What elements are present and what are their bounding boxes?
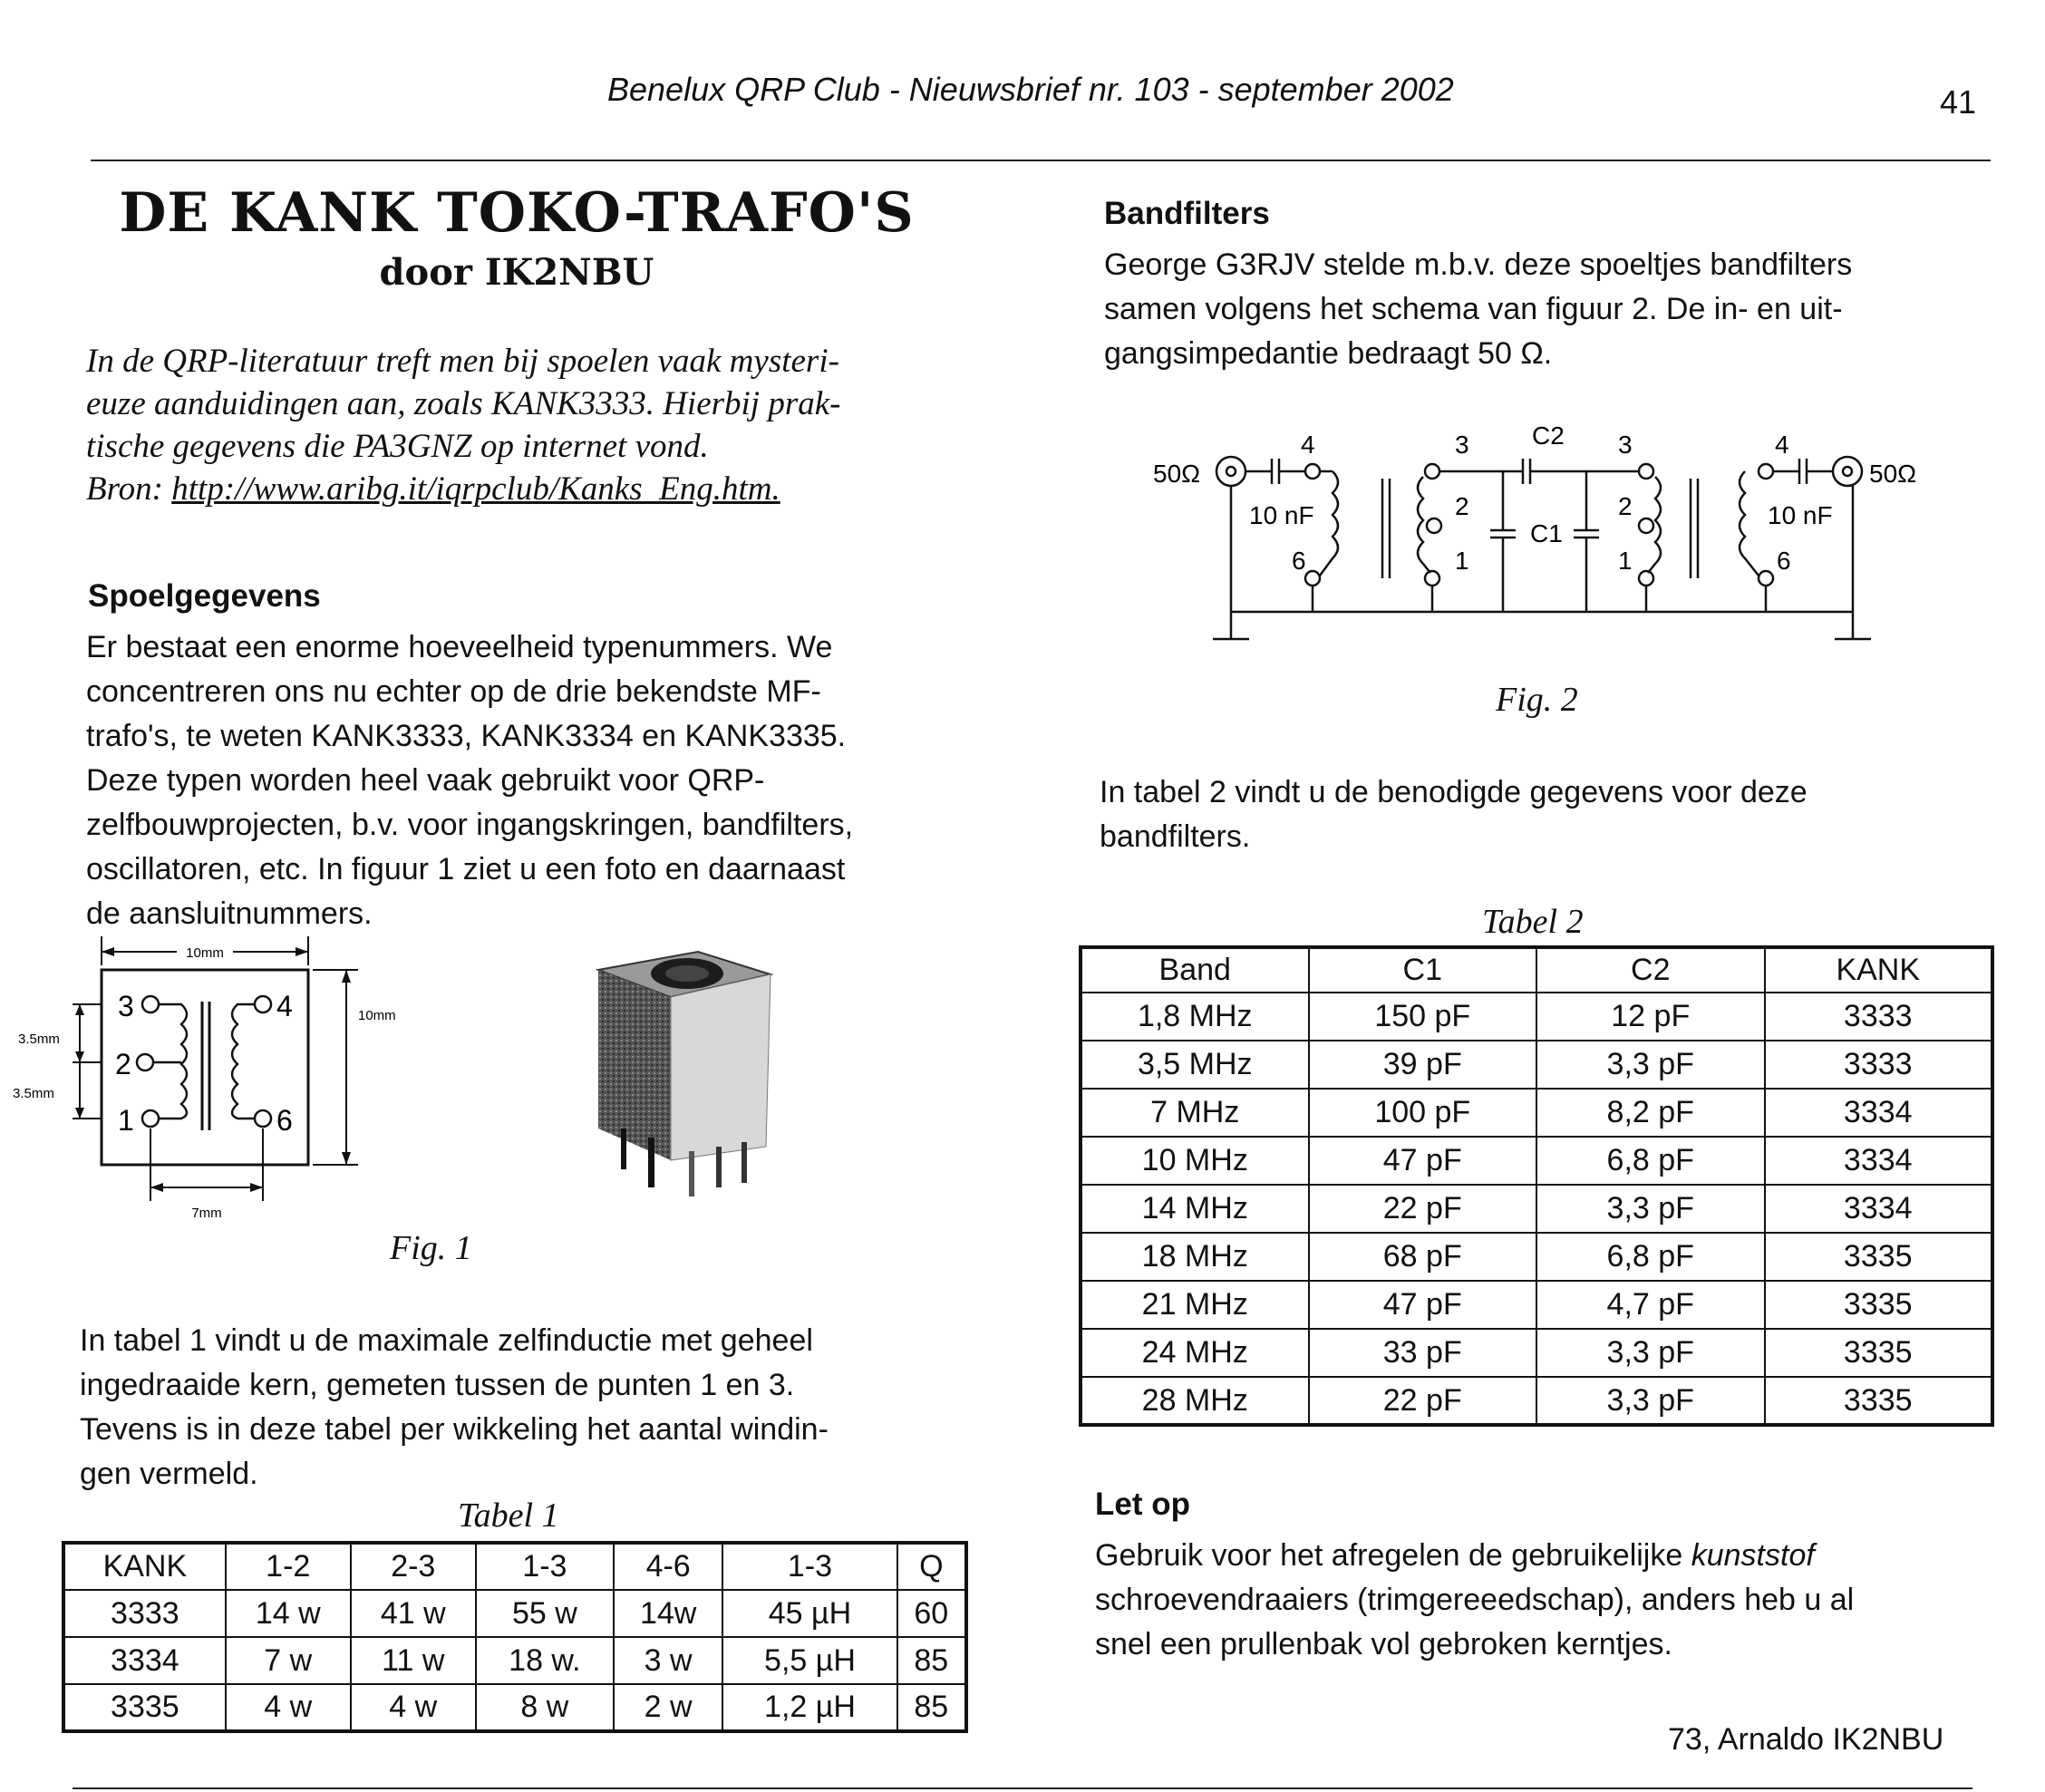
left-cap-label: 10 nF <box>1249 501 1314 529</box>
table-row <box>1081 1329 1992 1377</box>
table-row <box>63 1684 966 1731</box>
table-row <box>1081 1377 1992 1425</box>
pin-4-label: 4 <box>276 990 293 1022</box>
table-cell: 55 w <box>476 1590 614 1637</box>
bandfilters-heading: Bandfilters <box>1104 196 1270 231</box>
newsletter-title: Benelux QRP Club - Nieuwsbrief nr. 103 - september 2002 <box>607 71 1454 108</box>
fig2-pin3-right: 3 <box>1618 431 1633 459</box>
tabel2-caption: Tabel 2 <box>1482 903 1584 941</box>
table-cell: 10 MHz <box>1081 1137 1309 1185</box>
table-cell: 3335 <box>1765 1329 1993 1377</box>
table-cell: 85 <box>897 1637 966 1684</box>
spoel-heading: Spoelgegevens <box>88 578 321 614</box>
table-cell: 3,3 pF <box>1536 1377 1765 1425</box>
intro-line: euze aanduidingen aan, zoals KANK3333. Hierbij prak- <box>86 385 841 422</box>
dim-right-label: 10mm <box>358 1008 396 1023</box>
spoel-text <box>86 625 974 936</box>
table-cell: 5,5 µH <box>722 1637 897 1684</box>
fig1-caption: Fig. 1 <box>390 1229 472 1267</box>
text-line: samen volgens het schema van figuur 2. De in- en uit- <box>1104 292 1843 326</box>
text-line: gen vermeld. <box>80 1457 258 1491</box>
table-cell: 7 w <box>226 1637 351 1684</box>
table-cell: 3335 <box>63 1684 226 1731</box>
text-line <box>1095 1534 2001 1578</box>
table-cell: 45 µH <box>722 1590 897 1637</box>
pin-6-label: 6 <box>276 1104 293 1137</box>
table-header-cell: C2 <box>1536 947 1765 993</box>
left-impedance-label: 50Ω <box>1153 460 1201 488</box>
article-title: DE KANK TOKO-TRAFO'S <box>119 181 915 245</box>
intro-line: In de QRP-literatuur treft men bij spoelen vaak mysteri- <box>86 343 839 380</box>
table-cell: 8,2 pF <box>1536 1089 1765 1137</box>
source-label: Bron: <box>86 470 163 508</box>
table-cell: 39 pF <box>1309 1041 1537 1089</box>
text-line: bandfilters. <box>1100 819 1251 854</box>
pin-1-label: 1 <box>118 1104 134 1137</box>
fig2-pin6-right: 6 <box>1777 547 1791 575</box>
table-cell: 3334 <box>1765 1089 1993 1137</box>
tabel2 <box>1079 945 1994 1427</box>
table-cell: 3333 <box>63 1590 226 1637</box>
letop-emphasis: kunststof <box>1691 1538 1815 1573</box>
text-line: zelfbouwprojecten, b.v. voor ingangskringen, bandfilters, <box>86 808 854 842</box>
table-cell: 3333 <box>1765 993 1993 1041</box>
fig2-pin2-left: 2 <box>1455 492 1469 520</box>
table-cell: 14 MHz <box>1081 1185 1309 1233</box>
table-cell: 14w <box>614 1590 722 1637</box>
fig2-pin3-left: 3 <box>1455 431 1469 459</box>
text-line: concentreren ons nu echter op de drie bekendste MF- <box>86 674 821 709</box>
table-header-cell: Band <box>1081 947 1309 993</box>
table-row <box>63 1637 966 1684</box>
fig2-pin2-right: 2 <box>1618 492 1633 520</box>
fig2-pin1-right: 1 <box>1618 547 1633 575</box>
table-cell: 3334 <box>1765 1185 1993 1233</box>
text-line: ingedraaide kern, gemeten tussen de punten 1 en 3. <box>80 1368 795 1402</box>
text-line: In tabel 2 vindt u de benodigde gegevens voor deze <box>1100 775 1808 809</box>
tabel2-intro <box>1100 770 1997 859</box>
table-cell: 3,5 MHz <box>1081 1041 1309 1089</box>
article-byline: door IK2NBU <box>379 251 654 294</box>
table-cell: 12 pF <box>1536 993 1765 1041</box>
bandfilters-text <box>1104 243 2001 376</box>
table-header-cell: 1-3 <box>476 1543 614 1590</box>
table-cell: 33 pF <box>1309 1329 1537 1377</box>
table-row <box>1081 1233 1992 1281</box>
table-cell: 3 w <box>614 1637 722 1684</box>
table-cell: 24 MHz <box>1081 1329 1309 1377</box>
tabel1-intro <box>80 1319 968 1497</box>
text-line: gangsimpedantie bedraagt 50 Ω. <box>1104 336 1553 371</box>
table-cell: 3334 <box>63 1637 226 1684</box>
letop-text <box>1095 1534 2001 1667</box>
table-cell: 21 MHz <box>1081 1281 1309 1329</box>
tabel1-caption: Tabel 1 <box>458 1497 559 1535</box>
table-cell: 60 <box>897 1590 966 1637</box>
table-row <box>1081 1137 1992 1185</box>
table-header-row <box>1081 947 1992 993</box>
table-header-cell: KANK <box>1765 947 1993 993</box>
letop-line1-text: Gebruik voor het afregelen de gebruikelijke <box>1095 1538 1691 1573</box>
table-cell: 3334 <box>1765 1137 1993 1185</box>
table-cell: 1,2 µH <box>722 1684 897 1731</box>
text-line: trafo's, te weten KANK3333, KANK3334 en KANK3335. <box>86 719 847 753</box>
table-header-cell: 4-6 <box>614 1543 722 1590</box>
table-cell: 14 w <box>226 1590 351 1637</box>
fig2-bandfilter-schematic <box>1142 417 1958 662</box>
text-line: George G3RJV stelde m.b.v. deze spoeltjes bandfilters <box>1104 247 1853 282</box>
table-header-cell: C1 <box>1309 947 1537 993</box>
text-line: Er bestaat een enorme hoeveelheid typenummers. We <box>86 630 833 664</box>
fig2-caption: Fig. 2 <box>1496 681 1578 719</box>
table-cell: 47 pF <box>1309 1281 1537 1329</box>
table-cell: 4,7 pF <box>1536 1281 1765 1329</box>
table-cell: 3,3 pF <box>1536 1041 1765 1089</box>
table-cell: 150 pF <box>1309 993 1537 1041</box>
c1-label: C1 <box>1530 519 1563 547</box>
table-cell: 28 MHz <box>1081 1377 1309 1425</box>
table-cell: 22 pF <box>1309 1377 1537 1425</box>
table-cell: 2 w <box>614 1684 722 1731</box>
table-cell: 4 w <box>351 1684 476 1731</box>
source-line <box>86 468 956 510</box>
pin-3-label: 3 <box>118 990 134 1022</box>
table-cell: 85 <box>897 1684 966 1731</box>
table-cell: 3335 <box>1765 1281 1993 1329</box>
signature: 73, Arnaldo IK2NBU <box>1668 1722 1944 1757</box>
table-cell: 22 pF <box>1309 1185 1537 1233</box>
table-cell: 3,3 pF <box>1536 1185 1765 1233</box>
right-cap-label: 10 nF <box>1768 501 1833 529</box>
dim-left-upper-label: 3.5mm <box>18 1032 60 1047</box>
text-line: oscillatoren, etc. In figuur 1 ziet u een foto en daarnaast <box>86 852 846 886</box>
text-line: schroevendraaiers (trimgereeedschap), anders heb u al <box>1095 1583 1855 1617</box>
table-header-cell: Q <box>897 1543 966 1590</box>
table-cell: 68 pF <box>1309 1233 1537 1281</box>
table-cell: 7 MHz <box>1081 1089 1309 1137</box>
table-cell: 8 w <box>476 1684 614 1731</box>
table-cell: 3335 <box>1765 1233 1993 1281</box>
table-row <box>1081 1185 1992 1233</box>
table-cell: 18 MHz <box>1081 1233 1309 1281</box>
fig2-pin4-left: 4 <box>1301 431 1315 459</box>
table-header-row <box>63 1543 966 1590</box>
tabel1 <box>62 1541 968 1733</box>
table-cell: 6,8 pF <box>1536 1137 1765 1185</box>
table-cell: 100 pF <box>1309 1089 1537 1137</box>
dim-left-lower-label: 3.5mm <box>13 1086 54 1101</box>
text-line: Tevens is in deze tabel per wikkeling het aantal windin- <box>80 1412 829 1447</box>
fig2-pin4-right: 4 <box>1775 431 1789 459</box>
table-cell: 18 w. <box>476 1637 614 1684</box>
c2-label: C2 <box>1532 421 1565 450</box>
table-row <box>1081 1281 1992 1329</box>
right-impedance-label: 50Ω <box>1869 460 1917 488</box>
table-row <box>63 1590 966 1637</box>
source-link[interactable]: http://www.aribg.it/iqrpclub/Kanks_Eng.htm. <box>171 470 780 508</box>
table-header-cell: 1-3 <box>722 1543 897 1590</box>
table-cell: 3335 <box>1765 1377 1993 1425</box>
page-number: 41 <box>1940 83 1977 121</box>
table-header-cell: 1-2 <box>226 1543 351 1590</box>
pin-2-label: 2 <box>115 1048 131 1080</box>
dim-top-label: 10mm <box>186 945 224 961</box>
table-cell: 41 w <box>351 1590 476 1637</box>
table-cell: 47 pF <box>1309 1137 1537 1185</box>
letop-heading: Let op <box>1095 1487 1190 1522</box>
dim-bottom-label: 7mm <box>191 1206 222 1221</box>
table-row <box>1081 1089 1992 1137</box>
table-row <box>1081 1041 1992 1089</box>
table-header-cell: 2-3 <box>351 1543 476 1590</box>
table-cell: 3,3 pF <box>1536 1329 1765 1377</box>
footer-rule <box>73 1787 1972 1789</box>
table-cell: 3333 <box>1765 1041 1993 1089</box>
text-line: In tabel 1 vindt u de maximale zelfinductie met geheel <box>80 1323 813 1358</box>
fig2-pin6-left: 6 <box>1292 547 1306 575</box>
transformer-photo <box>580 934 789 1215</box>
table-cell: 4 w <box>226 1684 351 1731</box>
text-line: Deze typen worden heel vaak gebruikt voor QRP- <box>86 763 765 798</box>
table-header-cell: KANK <box>63 1543 226 1590</box>
table-row <box>1081 993 1992 1041</box>
article-intro <box>86 340 956 510</box>
header-rule <box>91 160 1991 161</box>
intro-line: tische gegevens die PA3GNZ op internet vond. <box>86 428 709 465</box>
table-cell: 6,8 pF <box>1536 1233 1765 1281</box>
fig1-pinout-diagram <box>0 929 471 1228</box>
table-cell: 1,8 MHz <box>1081 993 1309 1041</box>
text-line: snel een prullenbak vol gebroken kerntjes. <box>1095 1627 1672 1661</box>
text-line: de aansluitnummers. <box>86 896 373 931</box>
table-cell: 11 w <box>351 1637 476 1684</box>
fig2-pin1-left: 1 <box>1455 547 1469 575</box>
